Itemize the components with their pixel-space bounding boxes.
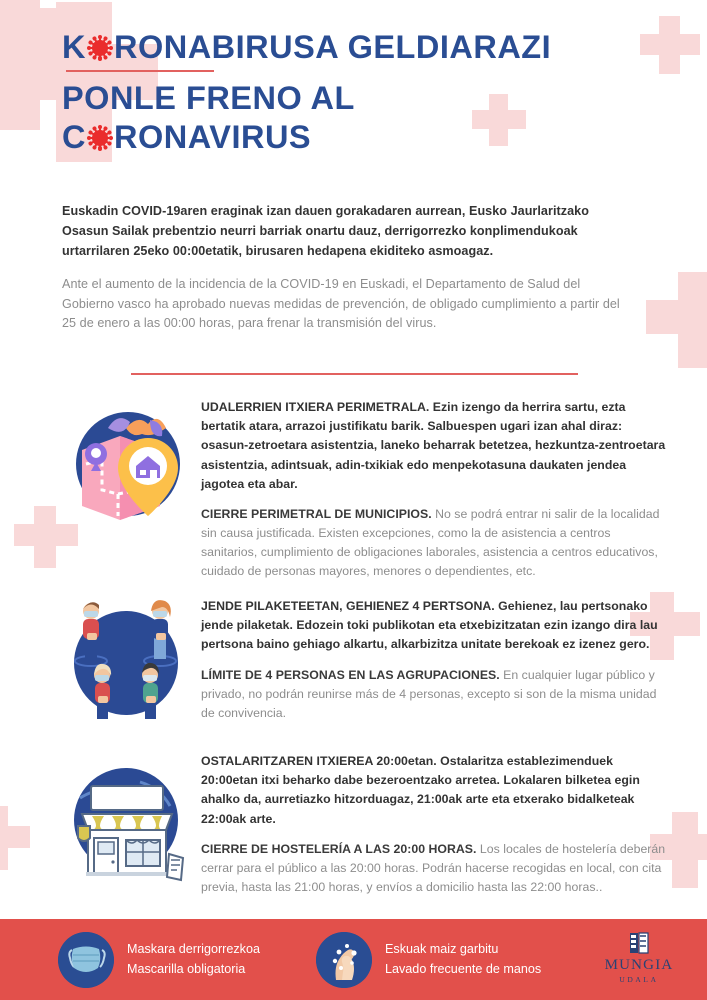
measure-basque-lead: JENDE PILAKETEETAN, GEHIENEZ 4 PERTSONA.: [201, 599, 495, 613]
measure-spanish-lead: LÍMITE DE 4 PERSONAS EN LAS AGRUPACIONES.: [201, 667, 500, 682]
title-basque-suffix: RONABIRUSA GELDIARAZI: [113, 29, 552, 65]
footer-mask-group: [58, 932, 260, 988]
measure-text-perimeter: [196, 398, 666, 582]
footer-hands-spanish: Lavado frecuente de manos: [385, 961, 542, 976]
measure-spanish: [201, 666, 666, 724]
measure-basque-lead: UDALERRIEN ITXIERA PERIMETRALA.: [201, 400, 430, 414]
hand-washing-icon: [316, 932, 372, 988]
virus-particle-icon-2: [87, 125, 113, 151]
measure-spanish-body: En cualquier lugar público y privado, no podrán reunirse más de 4 personas, excepto si son de la misma unidad de convivencia.: [201, 667, 657, 720]
footer-mask-spanish: Mascarilla obligatoria: [127, 961, 246, 976]
title-spanish-line2: [62, 118, 551, 157]
footer-hands-labels: [385, 940, 541, 979]
measure-basque-body: Gehienez, lau pertsonako jende pilaketak. Edozein toki publikotan eta etxebizitzatan ezin izango dira lau pertsona baino gehiago alkartu, alkarbizitza unitate berekoak ez izenez gero.: [201, 599, 658, 652]
title-basque: [62, 30, 551, 65]
measure-spanish-lead: CIERRE PERIMETRAL DE MUNICIPIOS.: [201, 506, 432, 521]
face-mask-icon: [58, 932, 114, 988]
mungia-coat-of-arms-icon: [593, 931, 685, 955]
virus-particle-icon: [87, 35, 113, 61]
measure-text-hospitality: [196, 752, 666, 897]
map-location-pin-icon: [56, 398, 196, 582]
footer-hands-group: [316, 932, 541, 988]
measure-basque: [201, 597, 666, 655]
four-people-distancing-icon: [56, 597, 196, 732]
footer-hands-basque: Eskuak maiz garbitu: [385, 941, 499, 956]
section-divider: [131, 373, 578, 375]
title-basque-prefix: K: [62, 29, 86, 65]
measure-spanish-body: No se podrá entrar ni salir de la localidad sin causa justificada. Existen excepciones, como la de asistencia a centros sanitarios, cumplimiento de obligaciones laborales, asistencia a centros educativos, cuidado de personas mayores, menores o dependientes, etc.: [201, 506, 660, 579]
intro-text-basque: Euskadin COVID-19aren eraginak izan dauen gorakadaren aurrean, Eusko Jaurlaritzako Osasun Sailak prebentzio neurri barriak onartu dauz, derrigorrezko konplimendukoak urtarrilaren 25eko 00:00etatik, birusaren hedapena ekiditeko asmoagaz.: [62, 204, 589, 258]
footer-bar: [0, 919, 707, 1000]
intro-block: [62, 202, 632, 334]
measure-basque: [201, 398, 666, 494]
measure-item-hospitality: [56, 752, 666, 897]
footer-mask-basque: Maskara derrigorrezkoa: [127, 941, 260, 956]
measure-spanish: [201, 840, 666, 898]
measure-spanish-body: Los locales de hostelería deberán cerrar para el público a las 20:00 horas. Podrán hacerse recogidas en local, con cita previa, hasta las 21:00 horas, y envíos a domicilio hasta las 22:00 horas..: [201, 841, 666, 895]
title-underline: [66, 70, 214, 72]
intro-text-spanish: Ante el aumento de la incidencia de la COVID-19 en Euskadi, el Departamento de Salud del Gobierno vasco ha aprobado nuevas medidas de prevención, de obligado cumplimiento a partir del 25 de enero a las 00:00 horas, para frenar la transmisión del virus.: [62, 276, 620, 331]
measure-basque-body: Ezin izengo da herrira sartu, ezta bertatik atara, arrazoi justifikatu barik. Salbuespen ugari izan ahal diraz: osasun-zetroetara asistentzia, laneko beharrak betetzea, hezkuntza-zentroetara asistentzia, adintsuak, adin-txikiak edo menpekotasuna daukaten jendea jagotea eta abar.: [201, 400, 666, 491]
footer-mask-labels: [127, 940, 260, 979]
poster-header: [62, 30, 551, 157]
storefront-restaurant-icon: [56, 752, 196, 897]
measure-basque-body: Ostalaritza establezimenduek 20:00etan itxi beharko dabe bezeroentzako arretea. Lokalaren bilketea egin ahalko da, aurretiazko hitzorduagaz, 21:00ak arte eta etxerako bidalketeak 22:00ak arte.: [201, 754, 640, 826]
measure-basque: [201, 752, 666, 829]
measure-basque-lead: OSTALARITZAREN ITXIEREA 20:00etan.: [201, 754, 437, 768]
measure-text-gathering-limit: [196, 597, 666, 732]
measure-item-perimeter: [56, 398, 666, 582]
title-spanish-prefix: C: [62, 119, 86, 156]
mungia-logo-sub: UDALA: [619, 974, 659, 984]
measure-item-gathering-limit: [56, 597, 666, 732]
title-spanish-line1: PONLE FRENO AL: [62, 80, 355, 117]
measure-spanish-lead: CIERRE DE HOSTELERÍA A LAS 20:00 HORAS.: [201, 841, 477, 856]
measure-spanish: [201, 505, 666, 582]
mungia-logo-name: MUNGIA: [604, 957, 674, 973]
mungia-udala-logo: [593, 931, 685, 984]
title-spanish-suffix: RONAVIRUS: [113, 119, 312, 156]
